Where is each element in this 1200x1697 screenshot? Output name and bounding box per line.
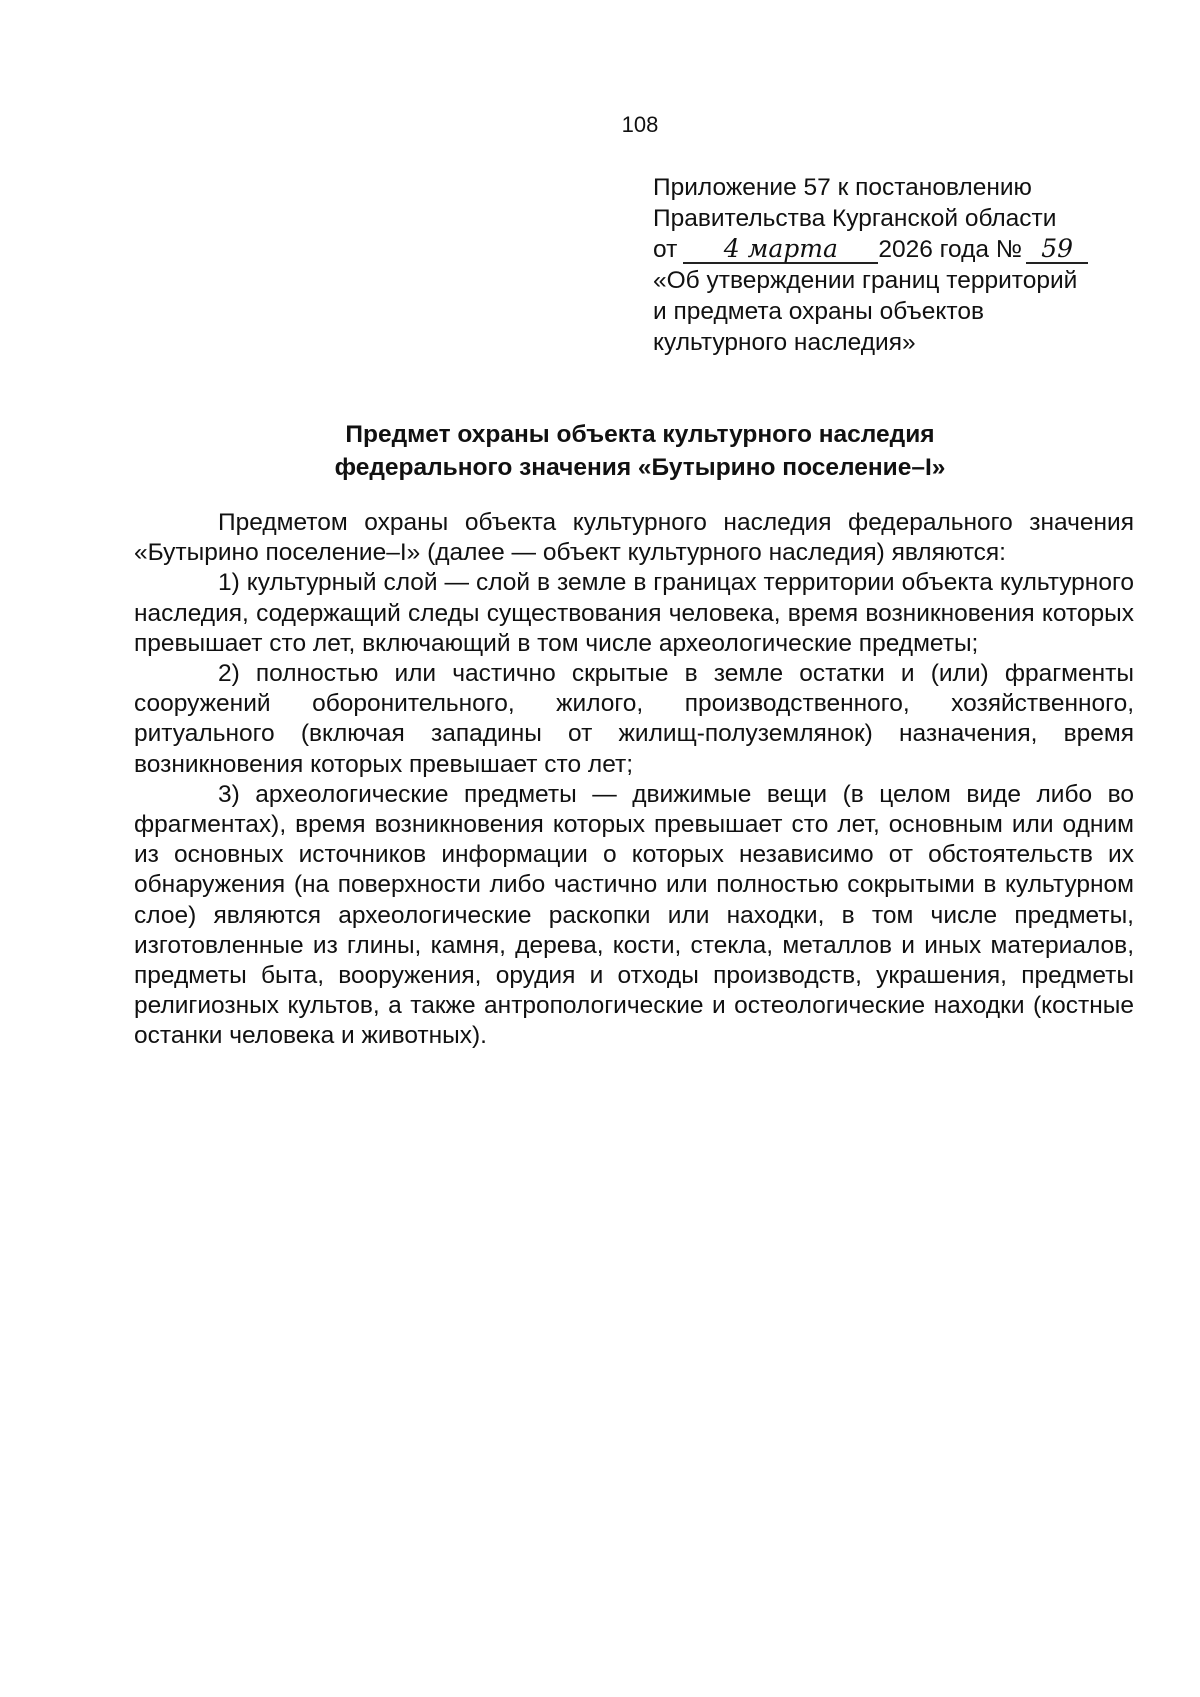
title-line-1: Предмет охраны объекта культурного наследия: [345, 421, 935, 448]
appendix-line-4: «Об утверждении границ территорий: [653, 267, 1078, 294]
appendix-line-5: и предмета охраны объектов: [653, 298, 984, 325]
list-item-2: 2) полностью или частично скрытые в земле остатки и (или) фрагменты сооружений оборонительного, жилого, производственного, хозяйственного, ритуального (включая западины от жилищ-полуземлянок) назначения, время возникновения которых превышает сто лет;: [134, 660, 1134, 778]
title-line-2: федерального значения «Бутырино поселение–I»: [334, 454, 946, 481]
year-text: 2026 года №: [878, 236, 1023, 263]
list-item-1: 1) культурный слой — слой в земле в границах территории объекта культурного наследия, содержащий следы существования человека, время возникновения которых превышает сто лет, включающий в том числе археологические предметы;: [134, 569, 1134, 657]
from-prefix: от: [653, 236, 678, 263]
appendix-line-1: Приложение 57 к постановлению: [653, 174, 1032, 201]
appendix-line-2: Правительства Курганской области: [653, 205, 1057, 232]
appendix-header: [653, 172, 1133, 358]
document-body: [134, 508, 1134, 1052]
handwritten-date: 4 марта: [683, 236, 878, 264]
appendix-line-6: культурного наследия»: [653, 329, 916, 356]
page-number: 108: [621, 112, 659, 137]
document-title: [150, 418, 1130, 484]
appendix-date-line: [653, 234, 1133, 265]
list-item-3: 3) археологические предметы — движимые вещи (в целом виде либо во фрагментах), время возникновения которых превышает сто лет, основным или одним из основных источников информации о которых независимо от обстоятельств их обнаружения (на поверхности либо частично или полностью сокрытыми в культурном слое) являются археологические раскопки или находки, в том числе предметы, изготовленные из глины, камня, дерева, кости, стекла, металлов и иных материалов, предметы быта, вооружения, орудия и отходы производств, украшения, предметы религиозных культов, а также антропологические и остеологические находки (костные останки человека и животных).: [134, 780, 1134, 1050]
handwritten-number: 59: [1026, 236, 1088, 264]
intro-paragraph: Предметом охраны объекта культурного наследия федерального значения «Бутырино поселение–I» (далее — объект культурного наследия) являются:: [134, 509, 1134, 567]
